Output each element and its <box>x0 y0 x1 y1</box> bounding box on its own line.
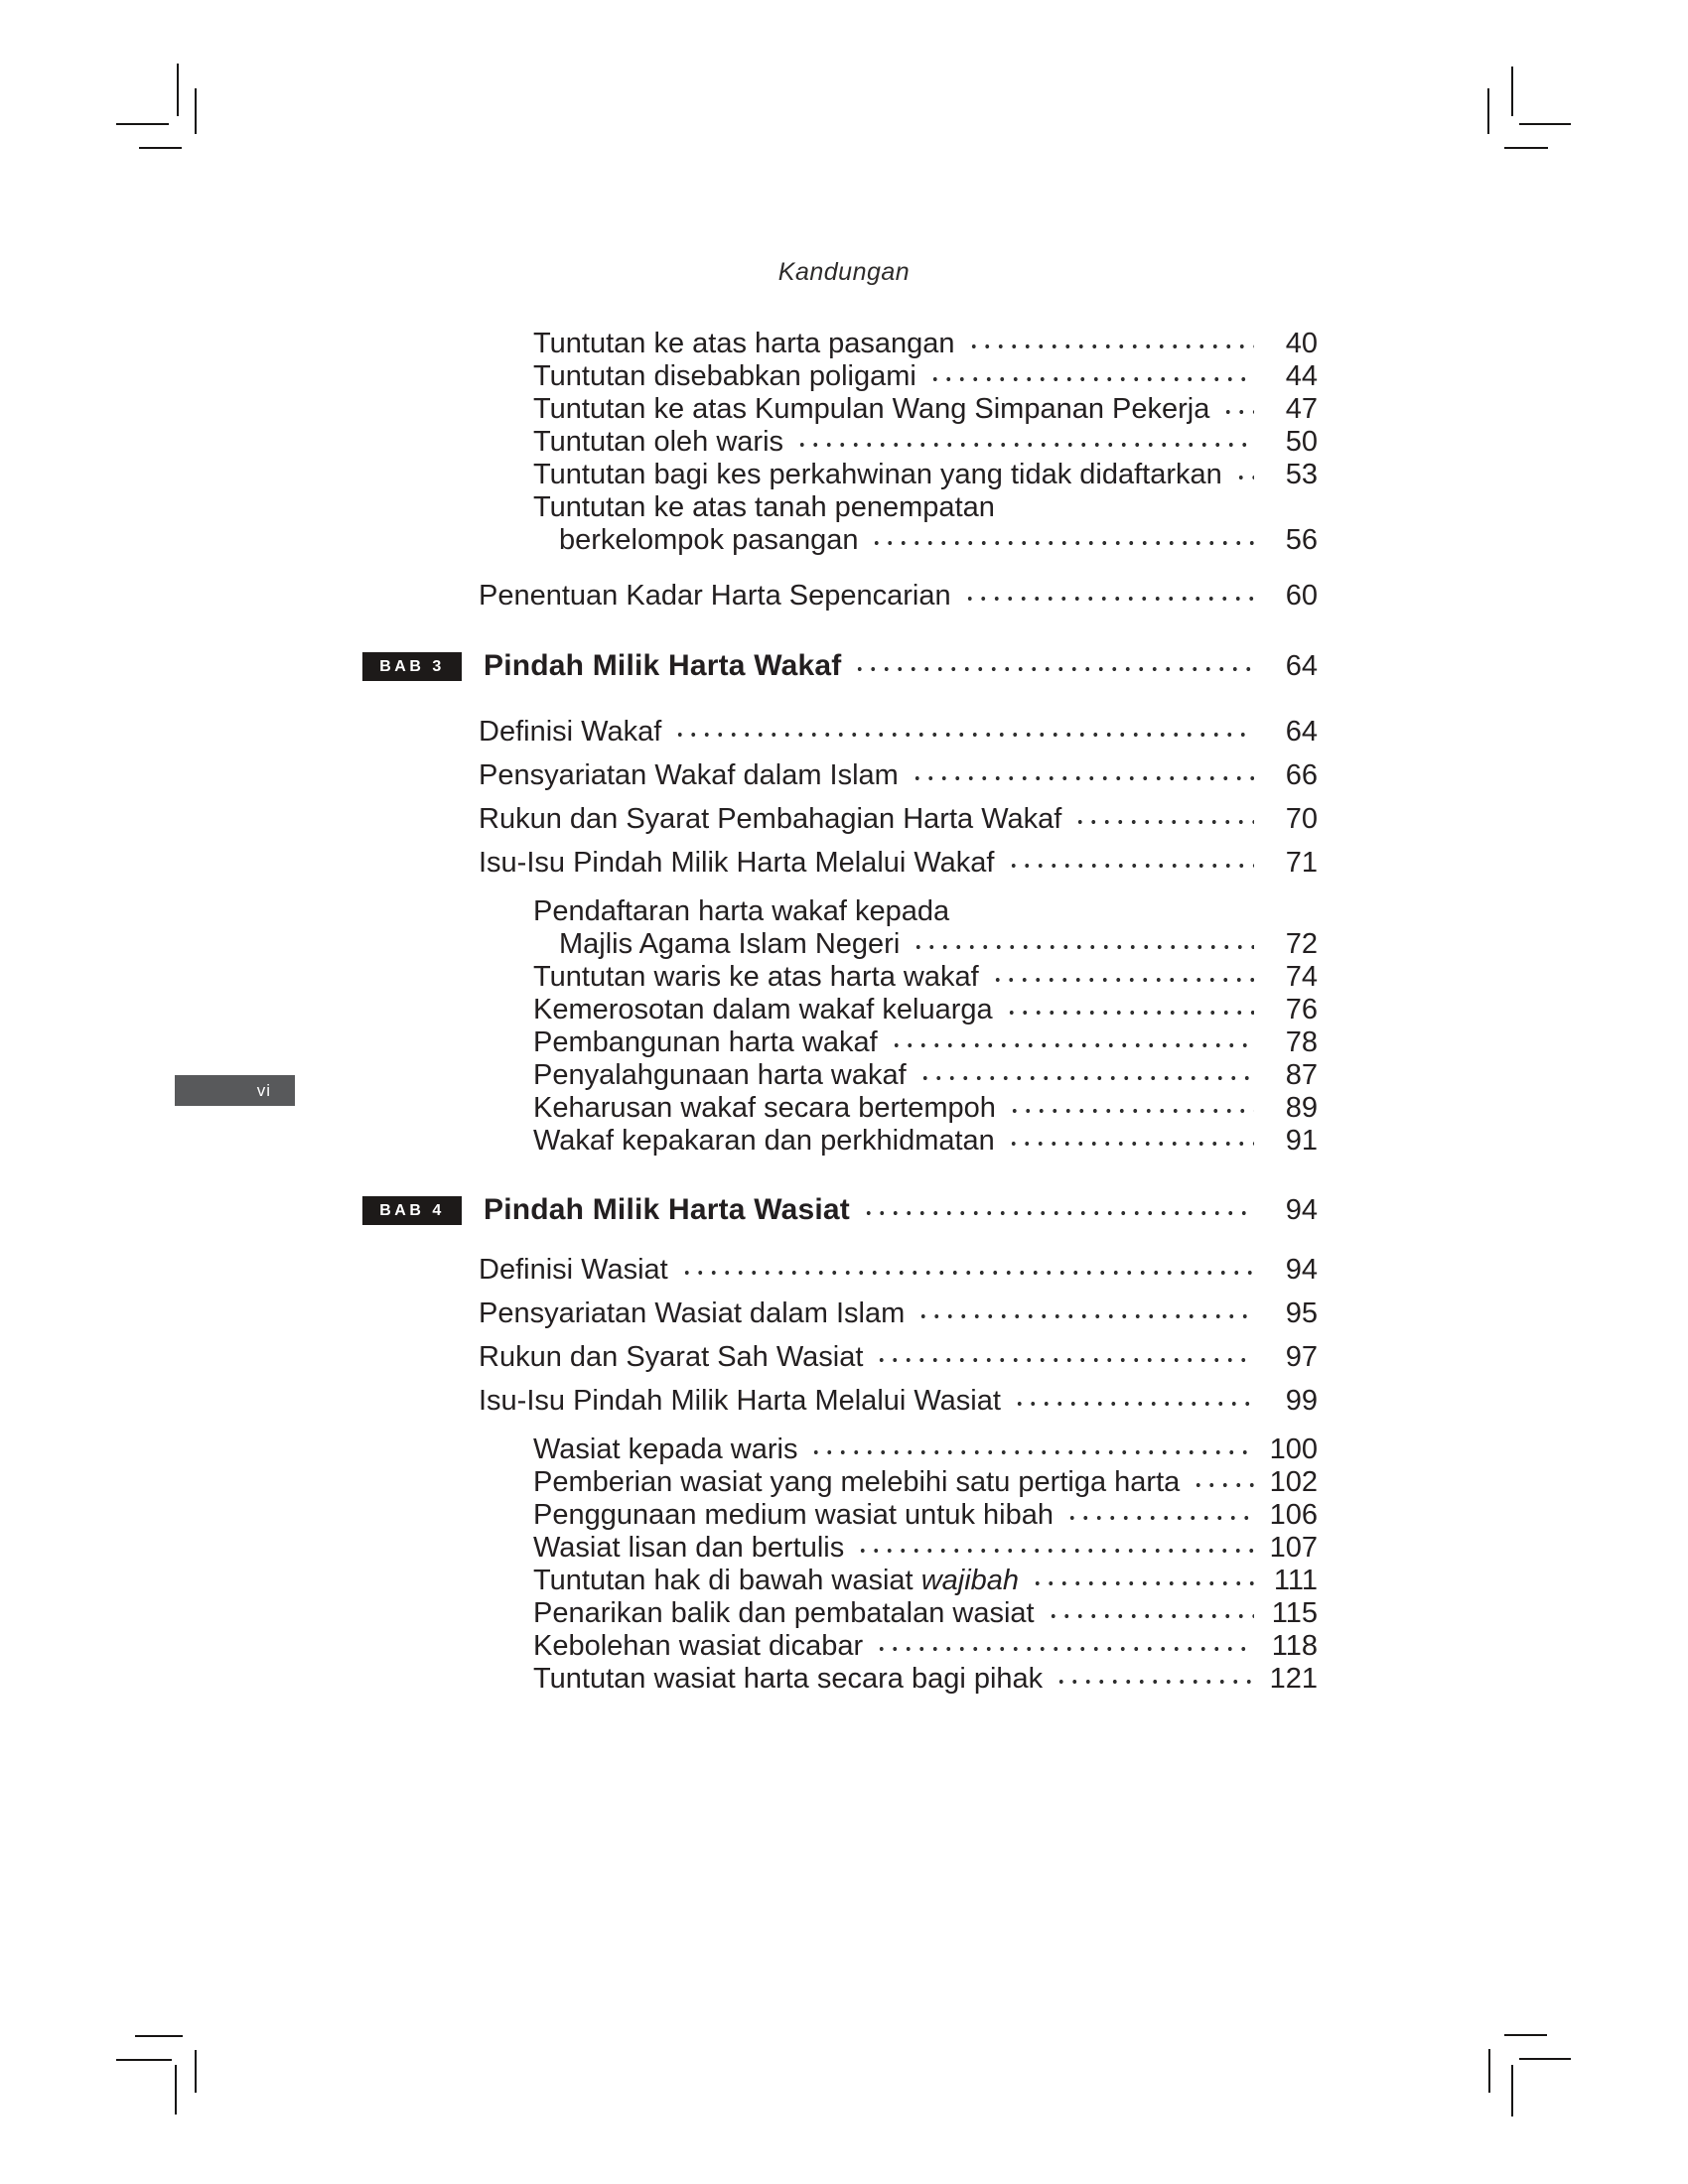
toc-row <box>479 1663 1318 1696</box>
page-number: 95 <box>1285 1297 1318 1329</box>
toc-row <box>479 1248 1318 1292</box>
toc-group <box>479 710 1318 885</box>
toc-row <box>479 1630 1318 1663</box>
toc-group <box>479 1248 1318 1423</box>
page-number: 94 <box>1285 1194 1318 1226</box>
dot-leader <box>805 1433 1254 1466</box>
toc-row <box>479 994 1318 1026</box>
toc-row <box>479 1092 1318 1125</box>
dot-leader <box>1051 1663 1254 1696</box>
toc-row-label: Wasiat kepada waris <box>533 1433 798 1465</box>
toc-row-label: Rukun dan Syarat Pembahagian Harta Wakaf <box>479 803 1062 835</box>
toc-row-label: Penarikan balik dan pembatalan wasiat <box>533 1597 1035 1629</box>
toc-row <box>479 426 1318 459</box>
toc-row-label: Pendaftaran harta wakaf kepada <box>533 895 950 927</box>
toc-row-label: Kebolehan wasiat dicabar <box>533 1630 864 1662</box>
dot-leader <box>791 426 1254 459</box>
toc-group <box>479 574 1318 617</box>
toc-row <box>479 1532 1318 1565</box>
toc-row-label: Tuntutan ke atas harta pasangan <box>533 328 955 359</box>
page-number: 78 <box>1285 1026 1318 1058</box>
dot-leader <box>913 1292 1254 1335</box>
toc-row <box>479 710 1318 753</box>
toc-row <box>479 1335 1318 1379</box>
dot-leader <box>852 1532 1254 1565</box>
toc-row <box>479 1466 1318 1499</box>
crop-mark <box>139 147 182 149</box>
crop-mark <box>135 2035 183 2037</box>
dot-leader <box>987 961 1254 994</box>
dot-leader <box>1027 1565 1254 1597</box>
toc-row <box>479 753 1318 797</box>
toc-row-label: berkelompok pasangan <box>559 524 859 556</box>
toc-row <box>479 797 1318 841</box>
dot-leader <box>866 524 1254 557</box>
toc-chapter-row <box>379 644 1318 688</box>
chapter-badge: BAB 3 <box>362 652 462 681</box>
chapter-title: Pindah Milik Harta Wasiat <box>484 1193 850 1226</box>
crop-mark <box>1519 123 1571 125</box>
crop-mark <box>1504 2034 1547 2036</box>
dot-leader <box>1069 797 1254 841</box>
page-number: 121 <box>1269 1663 1318 1695</box>
page-number: 47 <box>1285 393 1318 425</box>
toc <box>379 328 1318 1696</box>
dot-leader <box>1230 459 1254 491</box>
toc-row <box>479 393 1318 426</box>
page-number: 102 <box>1269 1466 1318 1498</box>
toc-row-label: Penentuan Kadar Harta Sepencarian <box>479 580 951 612</box>
toc-row <box>479 1499 1318 1532</box>
dot-leader <box>676 1248 1254 1292</box>
crop-mark <box>1511 2065 1513 2116</box>
crop-mark <box>1519 2058 1571 2060</box>
dot-leader <box>1061 1499 1254 1532</box>
toc-row-label: Definisi Wakaf <box>479 716 662 748</box>
page-number: 64 <box>1285 716 1318 748</box>
dot-leader <box>959 574 1254 617</box>
page-number: 76 <box>1285 994 1318 1025</box>
crop-mark <box>195 88 197 134</box>
toc-row-label: Wakaf kepakaran dan perkhidmatan <box>533 1125 995 1157</box>
toc-row-label: Tuntutan bagi kes perkahwinan yang tidak didaftarkan <box>533 459 1222 490</box>
page-number: 91 <box>1285 1125 1318 1157</box>
toc-row-label: Penyalahgunaan harta wakaf <box>533 1059 907 1091</box>
page-number: 40 <box>1285 328 1318 359</box>
toc-row <box>479 961 1318 994</box>
dot-leader <box>957 895 1254 928</box>
toc-row-label: Tuntutan hak di bawah wasiat wajibah <box>533 1565 1020 1596</box>
page-number: 94 <box>1285 1254 1318 1286</box>
toc-row <box>479 1597 1318 1630</box>
toc-group <box>479 895 1318 1158</box>
toc-group <box>479 328 1318 557</box>
toc-row-label: Definisi Wasiat <box>479 1254 668 1286</box>
page-number: 66 <box>1285 759 1318 791</box>
toc-row <box>479 574 1318 617</box>
toc-row-label: Pensyariatan Wasiat dalam Islam <box>479 1297 906 1329</box>
crop-mark <box>175 2065 177 2115</box>
page-number: 72 <box>1285 928 1318 960</box>
toc-row <box>479 841 1318 885</box>
dot-leader <box>849 644 1254 688</box>
page-number: 89 <box>1285 1092 1318 1124</box>
page-number: 106 <box>1269 1499 1318 1531</box>
dot-leader <box>1003 1125 1254 1158</box>
dot-leader <box>1009 1379 1254 1423</box>
toc-row-label: Keharusan wakaf secara bertempoh <box>533 1092 996 1124</box>
page-number: 100 <box>1269 1433 1318 1465</box>
page-number: 107 <box>1269 1532 1318 1564</box>
toc-row-label: Tuntutan waris ke atas harta wakaf <box>533 961 979 993</box>
dot-leader <box>907 753 1254 797</box>
toc-row-label: Isu-Isu Pindah Milik Harta Melalui Wakaf <box>479 847 995 879</box>
toc-row <box>479 1125 1318 1158</box>
page-number-tab: vi <box>175 1075 295 1106</box>
page-number: 53 <box>1285 459 1318 490</box>
toc-row-label: Wasiat lisan dan bertulis <box>533 1532 845 1564</box>
toc-row <box>479 459 1318 491</box>
toc-row <box>479 1026 1318 1059</box>
crop-mark <box>116 2059 172 2061</box>
page-title: Kandungan <box>777 258 911 286</box>
crop-mark <box>116 123 169 125</box>
toc-row <box>479 1433 1318 1466</box>
dot-leader <box>1001 994 1254 1026</box>
dot-leader <box>669 710 1254 753</box>
crop-mark <box>1487 88 1489 134</box>
toc-row-label: Pensyariatan Wakaf dalam Islam <box>479 759 899 791</box>
toc-row-label: Tuntutan ke atas Kumpulan Wang Simpanan Pekerja <box>533 393 1210 425</box>
dot-leader <box>963 328 1254 360</box>
page-number: 60 <box>1285 580 1318 612</box>
toc-row <box>479 360 1318 393</box>
dot-leader <box>914 1059 1254 1092</box>
toc-row-label: Rukun dan Syarat Sah Wasiat <box>479 1341 864 1373</box>
chapter-title: Pindah Milik Harta Wakaf <box>484 649 842 682</box>
toc-row <box>479 1565 1318 1597</box>
toc-group <box>479 1433 1318 1696</box>
toc-row-label: Tuntutan wasiat harta secara bagi pihak <box>533 1663 1044 1695</box>
dot-leader <box>1003 491 1254 524</box>
toc-row-label: Kemerosotan dalam wakaf keluarga <box>533 994 993 1025</box>
page-number: 97 <box>1285 1341 1318 1373</box>
page-number: 64 <box>1285 650 1318 682</box>
page-number: 44 <box>1285 360 1318 392</box>
crop-mark <box>195 2050 197 2093</box>
toc-row <box>479 1059 1318 1092</box>
toc-row-label: Tuntutan disebabkan poligami <box>533 360 916 392</box>
dot-leader <box>924 360 1254 393</box>
toc-row <box>479 1379 1318 1423</box>
toc-chapter-row <box>379 1188 1318 1232</box>
page-number: 56 <box>1285 524 1318 556</box>
dot-leader <box>1217 393 1254 426</box>
page-number: 99 <box>1285 1385 1318 1417</box>
dot-leader <box>1188 1466 1254 1499</box>
page-number: 118 <box>1271 1630 1318 1662</box>
dot-leader <box>1003 841 1255 885</box>
crop-mark <box>1504 147 1548 149</box>
crop-mark <box>1488 2049 1490 2093</box>
page-number: 115 <box>1271 1597 1318 1629</box>
toc-row-label: Tuntutan oleh waris <box>533 426 784 458</box>
crop-mark <box>177 64 179 116</box>
toc-row-label: Pemberian wasiat yang melebihi satu pertiga harta <box>533 1466 1181 1498</box>
toc-row <box>479 524 1318 557</box>
dot-leader <box>858 1188 1254 1232</box>
dot-leader <box>1004 1092 1254 1125</box>
toc-row-label: Majlis Agama Islam Negeri <box>559 928 901 960</box>
toc-row-label: Penggunaan medium wasiat untuk hibah <box>533 1499 1054 1531</box>
toc-row-label: Isu-Isu Pindah Milik Harta Melalui Wasiat <box>479 1385 1001 1417</box>
dot-leader <box>886 1026 1254 1059</box>
dot-leader <box>871 1335 1254 1379</box>
page-number: 71 <box>1285 847 1318 879</box>
dot-leader <box>908 928 1254 961</box>
page-number: 70 <box>1285 803 1318 835</box>
toc-row-label: Pembangunan harta wakaf <box>533 1026 878 1058</box>
toc-row-label: Tuntutan ke atas tanah penempatan <box>533 491 995 523</box>
chapter-badge: BAB 4 <box>362 1196 462 1225</box>
toc-row <box>479 928 1318 961</box>
dot-leader <box>871 1630 1254 1663</box>
crop-mark <box>1511 67 1513 116</box>
toc-row <box>479 328 1318 360</box>
toc-row <box>479 491 1318 524</box>
page-number: 50 <box>1285 426 1318 458</box>
page-number: 111 <box>1273 1565 1318 1596</box>
toc-row <box>479 1292 1318 1335</box>
toc-row <box>479 895 1318 928</box>
page-number: 87 <box>1285 1059 1318 1091</box>
dot-leader <box>1043 1597 1254 1630</box>
page-number: 74 <box>1285 961 1318 993</box>
